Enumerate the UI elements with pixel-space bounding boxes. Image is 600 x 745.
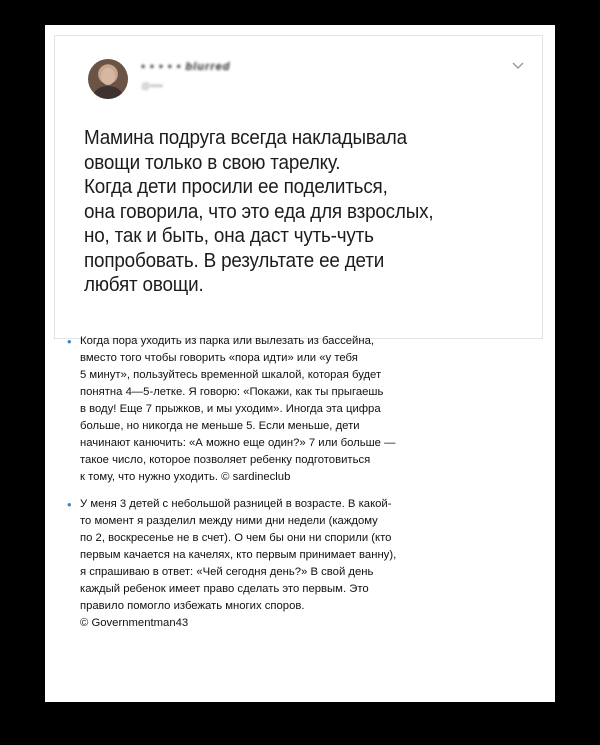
comment-line: такое число, которое позволяет ребенку подготовиться [80,454,371,466]
comment-line: каждый ребенок имеет право сделать это первым. Это [80,583,369,595]
tweet-text-line: но, так и быть, она даст чуть-чуть [84,224,374,247]
bullet-icon: • [67,334,72,349]
comment-line: я спрашиваю в ответ: «Чей сегодня день?» В свой день [80,566,374,578]
tweet-card [54,35,543,339]
comment-line-credit: к тому, что нужно уходить. © sardineclub [80,471,291,483]
comment-item [66,496,546,632]
comment-line: У меня 3 детей с небольшой разницей в возрасте. В какой- [80,498,392,510]
comment-line: то момент я разделил между ними дни недели (каждому [80,515,378,527]
comment-line: Когда пора уходить из парка или вылезать из бассейна, [80,335,375,347]
chevron-down-icon[interactable] [511,60,525,70]
comment-line: начинают канючить: «А можно еще один?» 7 или больше — [80,437,396,449]
tweet-author-name[interactable]: • • • • • blurred [141,61,231,73]
tweet-text-line: овощи только в свою тарелку. [84,150,341,174]
tweet-text-line: Мамина подруга всегда накладывала [84,126,407,149]
avatar[interactable] [88,59,128,99]
bullet-icon: • [67,497,72,512]
comment-line: по 2, воскресенье не в счет). О чем бы они ни спорили (кто [80,532,392,544]
comment-credit: © Governmentman43 [80,617,189,629]
avatar-shoulders [94,86,122,99]
comment-line: в воду! Еще 7 прыжков, и мы уходим». Иногда эта цифра [80,403,381,415]
comments-list [66,333,546,632]
avatar-face [101,68,115,85]
tweet-author-handle: @•••• [141,81,163,91]
tweet-text-line: она говорила, что это еда для взрослых, [84,199,434,223]
comment-line: 5 минут», пользуйтесь временной шкалой, которая будет [80,369,382,381]
comment-line: больше, но никогда не меньше 5. Если меньше, дети [80,420,360,432]
comment-line: правило помогло избежать многих споров. [80,600,305,612]
tweet-text [84,126,500,298]
screenshot-card [45,25,555,702]
comment-item [66,333,546,486]
tweet-text-line: попробовать. В результате ее дети [84,248,385,272]
comment-line: понятна 4—5-летке. Я говорю: «Покажи, как ты прыгаешь [80,386,384,398]
comment-line: первым качается на качелях, кто первым принимает ванну), [80,549,397,561]
tweet-text-line: Когда дети просили ее поделиться, [84,175,388,198]
tweet-text-line: любят овощи. [84,273,204,296]
comment-line: вместо того чтобы говорить «пора идти» или «у тебя [80,352,358,364]
